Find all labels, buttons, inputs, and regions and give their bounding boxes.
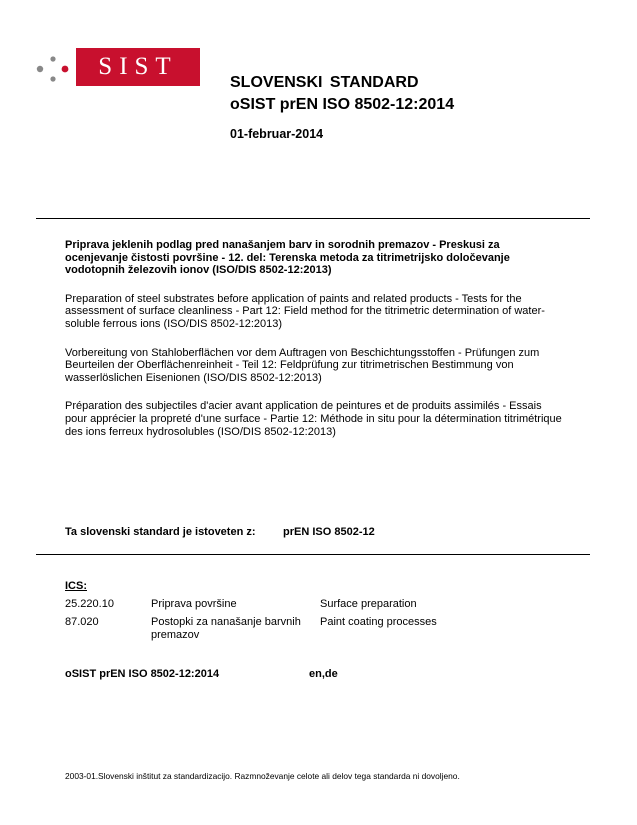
copyright-notice: 2003-01.Slovenski inštitut za standardizacijo. Razmnoževanje celote ali delov tega standarda ni dovoljeno. bbox=[65, 771, 460, 781]
ics-code: 25.220.10 bbox=[65, 598, 114, 610]
footer-standard-code: oSIST prEN ISO 8502-12:2014 bbox=[65, 668, 220, 680]
identical-to-row bbox=[65, 526, 375, 538]
footer-code-row bbox=[65, 668, 338, 680]
ics-english: Surface preparation bbox=[320, 598, 417, 610]
title-french: Préparation des subjectiles d'acier avant application de peintures et de produits assimilés - Essais pour apprécier la propreté d'une surface - Partie 12: Méthode in situ pour la détermination titrimétrique des ions ferreux hydrosolubles (ISO/DIS 8502-12:2013) bbox=[65, 400, 562, 438]
logo-wordmark: SIST bbox=[76, 48, 200, 86]
titles-section bbox=[65, 239, 565, 438]
publication-date: 01-februar-2014 bbox=[230, 127, 324, 141]
ics-code: 87.020 bbox=[65, 616, 99, 628]
header bbox=[230, 73, 454, 141]
identical-value: prEN ISO 8502-12 bbox=[283, 526, 375, 538]
title-german: Vorbereitung von Stahloberflächen vor dem Auftragen von Beschichtungsstoffen - Prüfungen zum Beurteilen der Oberflächenreinheit - Teil 12: Feldprüfung zur titrimetrischen Bestimmung von wasserlöslichen Eisenionen (ISO/DIS 8502-12:2013) bbox=[65, 346, 540, 384]
title-english: Preparation of steel substrates before application of paints and related products - Tests for the assessment of surface cleanliness - Part 12: Field method for the titrimetric determination of water-soluble ferrous ions (ISO/DIS 8502-12:2013) bbox=[65, 292, 545, 330]
ics-english: Paint coating processes bbox=[320, 616, 437, 628]
ics-slovenian: Postopki za nanašanje barvnih premazov bbox=[151, 616, 301, 641]
standard-type-title: SLOVENSKI STANDARD bbox=[230, 74, 419, 91]
standard-code: oSIST prEN ISO 8502-12:2014 bbox=[230, 96, 455, 113]
ics-heading: ICS: bbox=[65, 580, 87, 592]
ics-slovenian: Priprava površine bbox=[151, 598, 237, 610]
identical-label: Ta slovenski standard je istoveten z: bbox=[65, 526, 256, 538]
top-divider bbox=[36, 218, 590, 219]
title-slovenian: Priprava jeklenih podlag pred nanašanjem barv in sorodnih premazov - Preskusi za ocenjevanje čistosti površine - 12. del: Terenska metoda za titrimetrijsko določevanje vodotopnih železovih ionov (ISO/DIS 8502-12:2013) bbox=[65, 239, 510, 277]
footer-languages: en,de bbox=[309, 668, 338, 680]
middle-divider bbox=[36, 554, 590, 555]
logo-dots-icon bbox=[36, 54, 70, 84]
